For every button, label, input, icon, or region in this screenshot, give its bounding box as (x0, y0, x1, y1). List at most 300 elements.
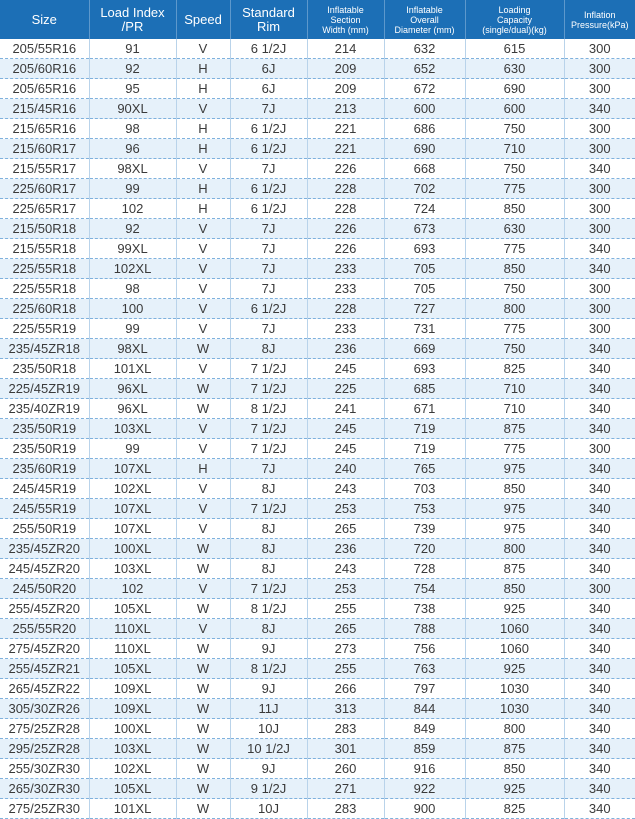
cell-size: 305/30ZR26 (0, 699, 89, 719)
cell-load-index: 100 (89, 299, 176, 319)
cell-overall-diameter: 916 (384, 759, 465, 779)
cell-overall-diameter: 673 (384, 219, 465, 239)
cell-speed: W (176, 679, 230, 699)
cell-size: 225/60R18 (0, 299, 89, 319)
cell-section-width: 243 (307, 559, 384, 579)
cell-load-index: 105XL (89, 779, 176, 799)
cell-size: 215/45R16 (0, 99, 89, 119)
cell-section-width: 301 (307, 739, 384, 759)
cell-load-index: 102XL (89, 259, 176, 279)
cell-overall-diameter: 739 (384, 519, 465, 539)
cell-load-index: 98 (89, 279, 176, 299)
cell-speed: V (176, 159, 230, 179)
cell-loading-capacity: 630 (465, 219, 564, 239)
cell-load-index: 92 (89, 59, 176, 79)
table-row (0, 259, 635, 279)
cell-load-index: 107XL (89, 459, 176, 479)
cell-standard-rim: 8J (230, 479, 307, 499)
table-row (0, 639, 635, 659)
table-row (0, 219, 635, 239)
cell-standard-rim: 10J (230, 719, 307, 739)
cell-inflation-pressure: 340 (564, 659, 635, 679)
cell-loading-capacity: 750 (465, 279, 564, 299)
cell-load-index: 96 (89, 139, 176, 159)
cell-load-index: 105XL (89, 659, 176, 679)
cell-speed: H (176, 459, 230, 479)
cell-section-width: 283 (307, 799, 384, 819)
cell-standard-rim: 6 1/2J (230, 199, 307, 219)
cell-inflation-pressure: 340 (564, 259, 635, 279)
cell-load-index: 103XL (89, 739, 176, 759)
cell-inflation-pressure: 340 (564, 399, 635, 419)
cell-size: 265/30ZR30 (0, 779, 89, 799)
cell-overall-diameter: 922 (384, 779, 465, 799)
table-row (0, 679, 635, 699)
cell-standard-rim: 7 1/2J (230, 499, 307, 519)
cell-size: 275/25ZR28 (0, 719, 89, 739)
table-row (0, 719, 635, 739)
cell-loading-capacity: 925 (465, 779, 564, 799)
cell-standard-rim: 10J (230, 799, 307, 819)
cell-overall-diameter: 632 (384, 39, 465, 59)
cell-loading-capacity: 630 (465, 59, 564, 79)
cell-size: 205/65R16 (0, 79, 89, 99)
cell-loading-capacity: 1030 (465, 679, 564, 699)
cell-size: 205/55R16 (0, 39, 89, 59)
cell-load-index: 98 (89, 119, 176, 139)
cell-overall-diameter: 754 (384, 579, 465, 599)
cell-standard-rim: 6 1/2J (230, 39, 307, 59)
cell-size: 225/55R19 (0, 319, 89, 339)
cell-section-width: 213 (307, 99, 384, 119)
cell-overall-diameter: 703 (384, 479, 465, 499)
cell-load-index: 110XL (89, 619, 176, 639)
cell-speed: W (176, 559, 230, 579)
cell-load-index: 105XL (89, 599, 176, 619)
cell-size: 215/65R16 (0, 119, 89, 139)
cell-inflation-pressure: 300 (564, 299, 635, 319)
cell-standard-rim: 7 1/2J (230, 579, 307, 599)
cell-loading-capacity: 825 (465, 359, 564, 379)
cell-load-index: 103XL (89, 559, 176, 579)
cell-speed: W (176, 739, 230, 759)
cell-standard-rim: 8J (230, 559, 307, 579)
cell-inflation-pressure: 340 (564, 519, 635, 539)
cell-speed: W (176, 799, 230, 819)
cell-speed: W (176, 639, 230, 659)
cell-load-index: 99 (89, 319, 176, 339)
cell-overall-diameter: 671 (384, 399, 465, 419)
cell-loading-capacity: 710 (465, 379, 564, 399)
cell-section-width: 273 (307, 639, 384, 659)
table-row (0, 159, 635, 179)
cell-load-index: 98XL (89, 159, 176, 179)
cell-speed: W (176, 699, 230, 719)
cell-size: 245/55R19 (0, 499, 89, 519)
cell-standard-rim: 7J (230, 99, 307, 119)
cell-speed: V (176, 479, 230, 499)
cell-load-index: 101XL (89, 799, 176, 819)
cell-section-width: 313 (307, 699, 384, 719)
cell-section-width: 240 (307, 459, 384, 479)
cell-speed: W (176, 339, 230, 359)
cell-overall-diameter: 702 (384, 179, 465, 199)
cell-section-width: 225 (307, 379, 384, 399)
cell-overall-diameter: 797 (384, 679, 465, 699)
cell-standard-rim: 7 1/2J (230, 439, 307, 459)
cell-inflation-pressure: 340 (564, 619, 635, 639)
cell-overall-diameter: 720 (384, 539, 465, 559)
cell-standard-rim: 7J (230, 219, 307, 239)
cell-standard-rim: 7J (230, 459, 307, 479)
cell-standard-rim: 7J (230, 279, 307, 299)
cell-overall-diameter: 763 (384, 659, 465, 679)
cell-section-width: 253 (307, 579, 384, 599)
cell-section-width: 283 (307, 719, 384, 739)
cell-inflation-pressure: 300 (564, 579, 635, 599)
table-row (0, 559, 635, 579)
cell-overall-diameter: 719 (384, 439, 465, 459)
table-row (0, 339, 635, 359)
cell-standard-rim: 10 1/2J (230, 739, 307, 759)
table-row (0, 519, 635, 539)
cell-size: 205/60R16 (0, 59, 89, 79)
cell-size: 235/50R18 (0, 359, 89, 379)
cell-standard-rim: 7 1/2J (230, 359, 307, 379)
table-row (0, 239, 635, 259)
cell-standard-rim: 9J (230, 679, 307, 699)
cell-loading-capacity: 1060 (465, 619, 564, 639)
cell-size: 235/45ZR18 (0, 339, 89, 359)
cell-size: 255/30ZR30 (0, 759, 89, 779)
cell-size: 225/55R18 (0, 279, 89, 299)
cell-size: 225/60R17 (0, 179, 89, 199)
cell-loading-capacity: 775 (465, 439, 564, 459)
cell-section-width: 226 (307, 219, 384, 239)
cell-size: 235/45ZR20 (0, 539, 89, 559)
table-row (0, 179, 635, 199)
cell-overall-diameter: 756 (384, 639, 465, 659)
cell-inflation-pressure: 340 (564, 239, 635, 259)
cell-loading-capacity: 750 (465, 339, 564, 359)
cell-standard-rim: 9J (230, 759, 307, 779)
cell-standard-rim: 6 1/2J (230, 139, 307, 159)
cell-loading-capacity: 775 (465, 239, 564, 259)
cell-inflation-pressure: 300 (564, 319, 635, 339)
cell-loading-capacity: 925 (465, 659, 564, 679)
cell-load-index: 109XL (89, 699, 176, 719)
cell-speed: H (176, 199, 230, 219)
cell-standard-rim: 8J (230, 539, 307, 559)
cell-load-index: 103XL (89, 419, 176, 439)
table-row (0, 619, 635, 639)
cell-loading-capacity: 710 (465, 399, 564, 419)
cell-standard-rim: 7J (230, 159, 307, 179)
header-standard-rim: Standard Rim (230, 0, 307, 39)
cell-loading-capacity: 710 (465, 139, 564, 159)
cell-load-index: 96XL (89, 379, 176, 399)
cell-inflation-pressure: 340 (564, 339, 635, 359)
cell-standard-rim: 11J (230, 699, 307, 719)
cell-section-width: 228 (307, 199, 384, 219)
cell-inflation-pressure: 340 (564, 699, 635, 719)
cell-inflation-pressure: 300 (564, 279, 635, 299)
cell-section-width: 233 (307, 279, 384, 299)
cell-section-width: 260 (307, 759, 384, 779)
cell-overall-diameter: 686 (384, 119, 465, 139)
header-speed: Speed (176, 0, 230, 39)
cell-size: 225/45ZR19 (0, 379, 89, 399)
cell-section-width: 266 (307, 679, 384, 699)
cell-inflation-pressure: 340 (564, 159, 635, 179)
cell-load-index: 92 (89, 219, 176, 239)
table-row (0, 419, 635, 439)
cell-loading-capacity: 850 (465, 259, 564, 279)
cell-load-index: 95 (89, 79, 176, 99)
cell-size: 255/50R19 (0, 519, 89, 539)
cell-load-index: 90XL (89, 99, 176, 119)
cell-standard-rim: 6J (230, 79, 307, 99)
cell-loading-capacity: 825 (465, 799, 564, 819)
cell-speed: H (176, 119, 230, 139)
cell-inflation-pressure: 300 (564, 439, 635, 459)
cell-load-index: 102 (89, 199, 176, 219)
cell-size: 235/40ZR19 (0, 399, 89, 419)
cell-section-width: 226 (307, 239, 384, 259)
cell-load-index: 109XL (89, 679, 176, 699)
cell-load-index: 99XL (89, 239, 176, 259)
cell-inflation-pressure: 340 (564, 459, 635, 479)
cell-speed: W (176, 399, 230, 419)
cell-loading-capacity: 1030 (465, 699, 564, 719)
cell-size: 215/60R17 (0, 139, 89, 159)
header-loading-capacity: Loading Capacity (single/dual)(kg) (465, 0, 564, 39)
cell-inflation-pressure: 340 (564, 679, 635, 699)
cell-inflation-pressure: 340 (564, 379, 635, 399)
table-row (0, 59, 635, 79)
cell-standard-rim: 7J (230, 319, 307, 339)
cell-size: 225/65R17 (0, 199, 89, 219)
cell-overall-diameter: 719 (384, 419, 465, 439)
cell-overall-diameter: 693 (384, 239, 465, 259)
cell-overall-diameter: 705 (384, 279, 465, 299)
cell-inflation-pressure: 340 (564, 799, 635, 819)
cell-overall-diameter: 669 (384, 339, 465, 359)
cell-standard-rim: 6 1/2J (230, 119, 307, 139)
cell-section-width: 255 (307, 659, 384, 679)
cell-standard-rim: 7 1/2J (230, 379, 307, 399)
cell-inflation-pressure: 340 (564, 739, 635, 759)
cell-speed: H (176, 139, 230, 159)
cell-load-index: 98XL (89, 339, 176, 359)
cell-loading-capacity: 850 (465, 759, 564, 779)
table-row (0, 659, 635, 679)
cell-overall-diameter: 672 (384, 79, 465, 99)
cell-overall-diameter: 728 (384, 559, 465, 579)
table-row (0, 299, 635, 319)
cell-size: 215/55R17 (0, 159, 89, 179)
cell-load-index: 100XL (89, 719, 176, 739)
cell-overall-diameter: 859 (384, 739, 465, 759)
cell-loading-capacity: 850 (465, 199, 564, 219)
table-row (0, 439, 635, 459)
cell-standard-rim: 8 1/2J (230, 659, 307, 679)
table-row (0, 319, 635, 339)
cell-loading-capacity: 750 (465, 159, 564, 179)
cell-inflation-pressure: 340 (564, 419, 635, 439)
cell-inflation-pressure: 340 (564, 99, 635, 119)
cell-inflation-pressure: 300 (564, 119, 635, 139)
table-row (0, 379, 635, 399)
cell-overall-diameter: 724 (384, 199, 465, 219)
cell-section-width: 271 (307, 779, 384, 799)
cell-section-width: 228 (307, 299, 384, 319)
cell-speed: V (176, 279, 230, 299)
table-row (0, 399, 635, 419)
cell-loading-capacity: 975 (465, 499, 564, 519)
cell-speed: V (176, 219, 230, 239)
cell-speed: V (176, 39, 230, 59)
cell-section-width: 265 (307, 619, 384, 639)
cell-standard-rim: 6 1/2J (230, 179, 307, 199)
cell-size: 265/45ZR22 (0, 679, 89, 699)
cell-overall-diameter: 844 (384, 699, 465, 719)
cell-section-width: 255 (307, 599, 384, 619)
cell-section-width: 209 (307, 59, 384, 79)
cell-section-width: 233 (307, 319, 384, 339)
table-row (0, 459, 635, 479)
cell-standard-rim: 8J (230, 519, 307, 539)
cell-speed: W (176, 719, 230, 739)
cell-speed: W (176, 539, 230, 559)
cell-inflation-pressure: 340 (564, 639, 635, 659)
cell-overall-diameter: 727 (384, 299, 465, 319)
table-row (0, 739, 635, 759)
cell-speed: V (176, 619, 230, 639)
cell-inflation-pressure: 340 (564, 539, 635, 559)
cell-section-width: 236 (307, 539, 384, 559)
cell-loading-capacity: 750 (465, 119, 564, 139)
cell-size: 215/50R18 (0, 219, 89, 239)
cell-inflation-pressure: 300 (564, 219, 635, 239)
cell-overall-diameter: 900 (384, 799, 465, 819)
cell-loading-capacity: 1060 (465, 639, 564, 659)
cell-size: 225/55R18 (0, 259, 89, 279)
cell-speed: W (176, 659, 230, 679)
cell-size: 245/45R19 (0, 479, 89, 499)
cell-standard-rim: 6J (230, 59, 307, 79)
cell-inflation-pressure: 340 (564, 599, 635, 619)
cell-overall-diameter: 731 (384, 319, 465, 339)
cell-loading-capacity: 690 (465, 79, 564, 99)
cell-size: 245/50R20 (0, 579, 89, 599)
cell-loading-capacity: 850 (465, 579, 564, 599)
table-row (0, 579, 635, 599)
cell-standard-rim: 8 1/2J (230, 399, 307, 419)
cell-overall-diameter: 600 (384, 99, 465, 119)
cell-size: 215/55R18 (0, 239, 89, 259)
table-row (0, 539, 635, 559)
cell-inflation-pressure: 340 (564, 559, 635, 579)
cell-section-width: 245 (307, 419, 384, 439)
cell-inflation-pressure: 340 (564, 779, 635, 799)
cell-section-width: 221 (307, 119, 384, 139)
cell-overall-diameter: 652 (384, 59, 465, 79)
cell-inflation-pressure: 300 (564, 79, 635, 99)
cell-inflation-pressure: 340 (564, 359, 635, 379)
cell-inflation-pressure: 300 (564, 139, 635, 159)
cell-load-index: 107XL (89, 519, 176, 539)
cell-section-width: 265 (307, 519, 384, 539)
cell-section-width: 253 (307, 499, 384, 519)
header-inflation-pressure: Inflation Pressure(kPa) (564, 0, 635, 39)
cell-loading-capacity: 800 (465, 539, 564, 559)
cell-speed: V (176, 439, 230, 459)
cell-load-index: 102XL (89, 479, 176, 499)
table-row (0, 279, 635, 299)
table-row (0, 39, 635, 59)
cell-loading-capacity: 615 (465, 39, 564, 59)
cell-standard-rim: 8J (230, 339, 307, 359)
cell-size: 235/60R19 (0, 459, 89, 479)
cell-section-width: 226 (307, 159, 384, 179)
cell-loading-capacity: 875 (465, 739, 564, 759)
table-row (0, 359, 635, 379)
cell-load-index: 101XL (89, 359, 176, 379)
table-row (0, 199, 635, 219)
cell-speed: W (176, 779, 230, 799)
cell-size: 245/45ZR20 (0, 559, 89, 579)
cell-loading-capacity: 800 (465, 719, 564, 739)
cell-overall-diameter: 690 (384, 139, 465, 159)
cell-overall-diameter: 788 (384, 619, 465, 639)
cell-standard-rim: 7J (230, 259, 307, 279)
header-section-width: Inflatable Section Width (mm) (307, 0, 384, 39)
cell-loading-capacity: 925 (465, 599, 564, 619)
cell-load-index: 91 (89, 39, 176, 59)
cell-size: 255/55R20 (0, 619, 89, 639)
table-row (0, 779, 635, 799)
cell-loading-capacity: 875 (465, 559, 564, 579)
table-row (0, 499, 635, 519)
cell-loading-capacity: 850 (465, 479, 564, 499)
cell-inflation-pressure: 340 (564, 479, 635, 499)
cell-size: 235/50R19 (0, 439, 89, 459)
cell-standard-rim: 7 1/2J (230, 419, 307, 439)
cell-overall-diameter: 705 (384, 259, 465, 279)
cell-size: 255/45ZR20 (0, 599, 89, 619)
cell-loading-capacity: 875 (465, 419, 564, 439)
cell-standard-rim: 8 1/2J (230, 599, 307, 619)
cell-size: 295/25ZR28 (0, 739, 89, 759)
cell-speed: V (176, 519, 230, 539)
cell-overall-diameter: 765 (384, 459, 465, 479)
table-row (0, 119, 635, 139)
cell-speed: H (176, 179, 230, 199)
table-row (0, 139, 635, 159)
cell-overall-diameter: 753 (384, 499, 465, 519)
cell-loading-capacity: 775 (465, 319, 564, 339)
cell-section-width: 214 (307, 39, 384, 59)
cell-section-width: 245 (307, 439, 384, 459)
table-body (0, 39, 635, 819)
cell-speed: W (176, 379, 230, 399)
cell-speed: V (176, 319, 230, 339)
cell-load-index: 99 (89, 439, 176, 459)
cell-inflation-pressure: 300 (564, 39, 635, 59)
cell-speed: H (176, 79, 230, 99)
cell-overall-diameter: 849 (384, 719, 465, 739)
